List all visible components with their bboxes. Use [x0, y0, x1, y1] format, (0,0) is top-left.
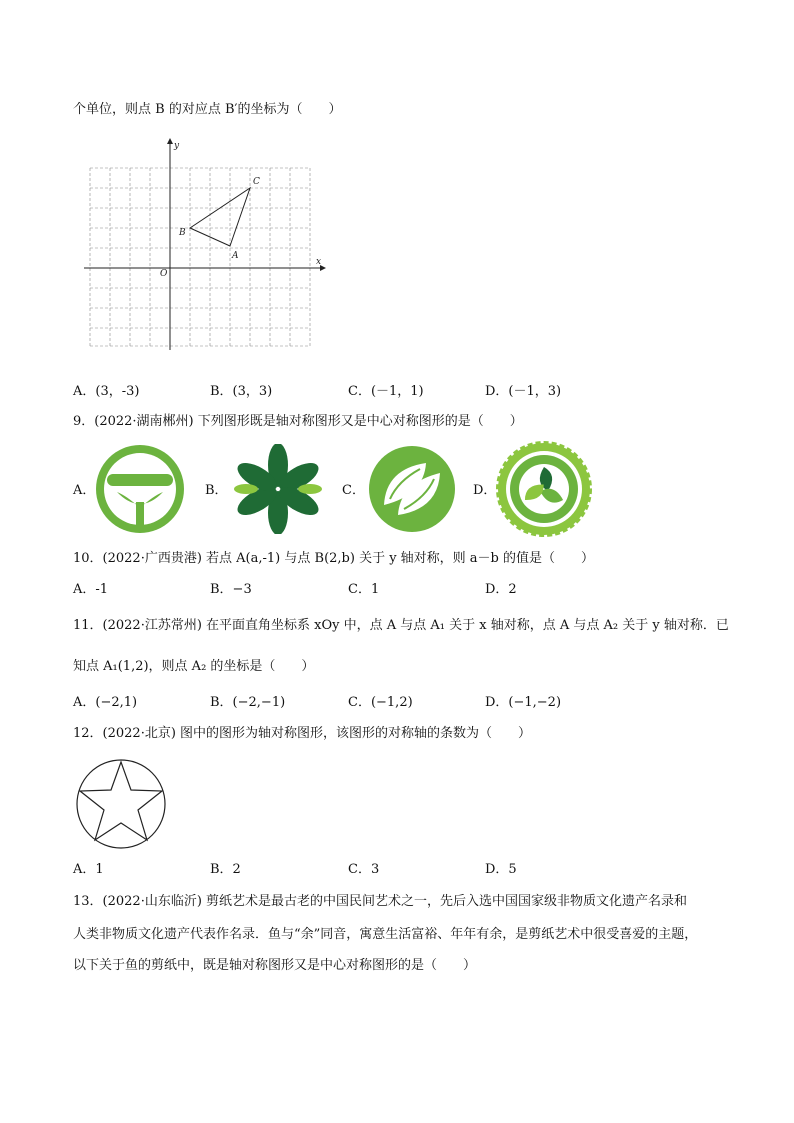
q10-stem: 10．(2022·广西贵港) 若点 A(a,-1) 与点 B(2,b) 关于 y 轴对称，则 a－b 的值是（ ）	[73, 551, 595, 566]
q8-text: 个单位，则点 B 的对应点 B′的坐标为（ ）	[73, 102, 342, 117]
q10-option-d[interactable]: D．2	[485, 582, 517, 597]
q13-line3: 以下关于鱼的剪纸中，既是轴对称图形又是中心对称图形的是（ ）	[73, 958, 477, 973]
q10-option-a[interactable]: A．-1	[73, 582, 109, 597]
q8-option-d[interactable]: D．(－1，3)	[485, 384, 562, 399]
label-a: A	[232, 251, 239, 261]
label-origin: O	[160, 269, 168, 279]
q9-option-a[interactable]: A．	[73, 483, 96, 498]
q13-line2: 人类非物质文化遗产代表作名录．鱼与“余”同音，寓意生活富裕、年年有余，是剪纸艺术中很受喜爱的主题，	[73, 927, 698, 942]
q8-option-a[interactable]: A．(3，-3)	[73, 384, 140, 399]
axes	[84, 142, 320, 350]
q8-option-c[interactable]: C．(－1，1)	[348, 384, 424, 399]
q13-line1: 13．(2022·山东临沂) 剪纸艺术是最古老的中国民间艺术之一，先后入选中国国家级非物质文化遗产名录和	[73, 894, 688, 909]
q9-logo-c	[368, 445, 456, 533]
triangle-abc	[190, 188, 250, 246]
q9-logo-a	[95, 444, 185, 534]
q11-stem-line1: 11．(2022·江苏常州) 在平面直角坐标系 xOy 中，点 A 与点 A₁ 关于 x 轴对称，点 A 与点 A₂ 关于 y 轴对称．已	[73, 618, 729, 633]
q9-option-d[interactable]: D．	[473, 483, 497, 498]
q12-option-d[interactable]: D．5	[485, 862, 517, 877]
star-in-circle-figure	[74, 758, 168, 850]
q12-stem: 12．(2022·北京) 图中的图形为轴对称图形，该图形的对称轴的条数为（ ）	[73, 726, 532, 741]
q9-stem: 9．(2022·湖南郴州) 下列图形既是轴对称图形又是中心对称图形的是（ ）	[73, 414, 523, 429]
label-b: B	[179, 228, 186, 238]
q8-option-b[interactable]: B．(3，3)	[210, 384, 273, 399]
grid-lines	[90, 168, 310, 346]
coordinate-grid-figure	[82, 138, 332, 353]
q12-option-a[interactable]: A．1	[73, 862, 104, 877]
q10-option-b[interactable]: B．−3	[210, 582, 252, 597]
q12-option-b[interactable]: B．2	[210, 862, 241, 877]
q12-option-c[interactable]: C．3	[348, 862, 380, 877]
label-c: C	[253, 177, 260, 187]
q9-logo-d	[496, 441, 592, 537]
q9-option-b[interactable]: B．	[205, 483, 228, 498]
q11-option-a[interactable]: A．(−2,1)	[73, 695, 138, 710]
q11-option-b[interactable]: B．(−2,−1)	[210, 695, 286, 710]
q10-option-c[interactable]: C．1	[348, 582, 380, 597]
q11-stem-line2: 知点 A₁(1,2)，则点 A₂ 的坐标是（ ）	[73, 659, 315, 674]
arrow-y	[167, 138, 173, 144]
label-y: y	[174, 141, 180, 151]
label-x: x	[316, 257, 322, 267]
q9-option-c[interactable]: C．	[342, 483, 365, 498]
q11-option-d[interactable]: D．(−1,−2)	[485, 695, 562, 710]
q11-option-c[interactable]: C．(−1,2)	[348, 695, 413, 710]
q9-logo-b	[230, 444, 326, 534]
